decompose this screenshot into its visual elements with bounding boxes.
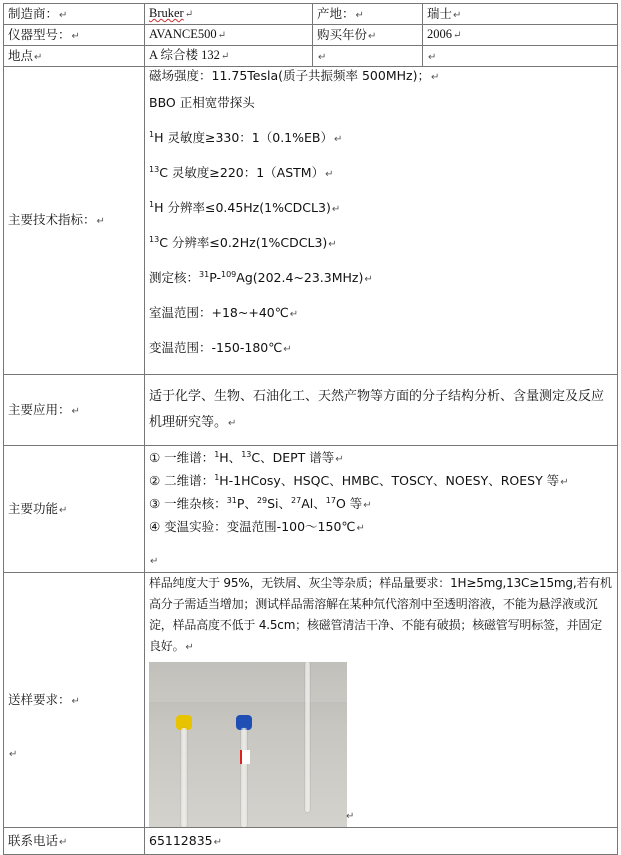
row-specs — [4, 67, 618, 375]
paragraph-mark-icon: ↵ — [335, 454, 344, 465]
paragraph-mark-icon: ↵ — [59, 9, 68, 21]
origin-label-cell — [313, 4, 423, 25]
maker-label-cell — [4, 4, 145, 25]
paragraph-mark-icon: ↵ — [71, 695, 80, 707]
spec-text: $^1$H 分辨率≤0.45Hz(1%CDCL3) — [149, 199, 331, 215]
row-functions — [4, 446, 618, 573]
nmr-tube-left — [181, 728, 187, 827]
spec-1h-sensitivity — [149, 129, 613, 164]
paragraph-mark-icon: ↵ — [228, 417, 237, 429]
maker-value: Bruker — [149, 6, 184, 20]
function-empty-line — [149, 548, 613, 571]
paragraph-mark-icon: ↵ — [96, 216, 105, 227]
paragraph-mark-icon: ↵ — [71, 405, 80, 417]
year-value-cell — [423, 25, 618, 46]
year-label-cell — [313, 25, 423, 46]
function-text: ① 一维谱：$^1$H、$^{13}$C、DEPT 谱等 — [149, 449, 335, 465]
paragraph-mark-icon: ↵ — [213, 836, 223, 848]
sample-requirements: 样品纯度大于 95%，无铁屑、灰尘等杂质；样品量要求：1H≥5mg,13C≥15mg,若有机高分子需适当增加；测试样品需溶解在某种氘代溶剂中至透明溶液，不能为悬浮液或沉淀，样品高度不低于 4.5cm；核磁管清洁干净、不能有破损；核磁管写明标签，并固定良好。 — [149, 576, 612, 653]
paragraph-mark-icon: ↵ — [356, 523, 365, 534]
maker-label: 制造商： — [8, 5, 59, 21]
spec-text: 磁场强度：11.75Tesla(质子共振频率 500MHz)； — [149, 68, 430, 83]
spec-text: 室温范围：+18~+40℃ — [149, 305, 289, 320]
origin-value-cell — [423, 4, 618, 25]
function-heteronuclear — [149, 492, 613, 515]
paragraph-mark-icon: ↵ — [363, 500, 372, 511]
row-contact — [4, 828, 618, 855]
paragraph-mark-icon: ↵ — [71, 30, 80, 42]
spec-text: 测定核：$^{31}$P-$^{109}$Ag(202.4~23.3MHz) — [149, 269, 364, 285]
location-empty-cell-1 — [313, 46, 423, 67]
spec-room-temp — [149, 304, 613, 339]
year-label: 购买年份 — [317, 26, 368, 42]
instrument-info-table — [3, 3, 618, 855]
row-model — [4, 25, 618, 46]
paragraph-mark-icon: ↵ — [453, 30, 462, 41]
spec-text: 变温范围：-150-180℃ — [149, 340, 283, 355]
spec-text: BBO 正相宽带探头 — [149, 95, 255, 110]
paragraph-mark-icon: ↵ — [59, 836, 68, 848]
sample-label: 送样要求： — [8, 691, 71, 707]
functions-label: 主要功能 — [8, 500, 59, 516]
paragraph-mark-icon: ↵ — [346, 811, 355, 822]
origin-label: 产地： — [317, 5, 355, 21]
function-text: ④ 变温实验：变温范围-100～150℃ — [149, 519, 356, 534]
paragraph-mark-icon: ↵ — [560, 477, 569, 488]
functions-label-cell — [4, 446, 145, 573]
contact-value-cell — [145, 828, 618, 855]
paragraph-mark-icon: ↵ — [185, 642, 194, 653]
paragraph-mark-icon: ↵ — [355, 9, 364, 21]
specs-label-cell — [4, 67, 145, 375]
spec-variable-temp — [149, 339, 613, 374]
spec-text: $^1$H 灵敏度≥330：1（0.1%EB） — [149, 129, 333, 145]
spec-nuclei — [149, 269, 613, 304]
spec-13c-resolution — [149, 234, 613, 269]
function-variable-temp — [149, 515, 613, 538]
function-text: ② 二维谱：$^1$H-1HCosy、HSQC、HMBC、TOSCY、NOESY、ROESY 等 — [149, 472, 560, 488]
application-label-cell — [4, 375, 145, 446]
paragraph-mark-icon: ↵ — [368, 30, 377, 42]
spec-probe — [149, 94, 613, 129]
paragraph-mark-icon: ↵ — [453, 9, 462, 21]
specs-label: 主要技术指标： — [8, 212, 96, 227]
nmr-tube-right — [305, 662, 310, 812]
sample-label-cell — [4, 573, 145, 828]
paragraph-mark-icon: ↵ — [428, 51, 437, 63]
origin-value: 瑞士 — [427, 5, 453, 21]
function-1d — [149, 446, 613, 469]
paragraph-mark-icon: ↵ — [9, 749, 18, 760]
row-location — [4, 46, 618, 67]
paragraph-mark-icon: ↵ — [150, 556, 159, 567]
spec-field-strength — [149, 67, 613, 94]
location-label: 地点 — [8, 47, 34, 63]
sample-content-cell — [145, 573, 618, 828]
tube-label-sticker — [240, 750, 250, 764]
contact-label-cell — [4, 828, 145, 855]
nmr-tubes-photo — [149, 662, 347, 827]
model-value-cell — [145, 25, 313, 46]
spec-1h-resolution — [149, 199, 613, 234]
contact-label: 联系电话 — [8, 832, 59, 848]
functions-content-cell — [145, 446, 618, 573]
paragraph-mark-icon: ↵ — [283, 344, 292, 355]
location-value: A 综合楼 132 — [149, 48, 220, 62]
year-value: 2006 — [427, 27, 452, 41]
location-empty-cell-2 — [423, 46, 618, 67]
specs-content-cell — [145, 67, 618, 375]
spec-13c-sensitivity — [149, 164, 613, 199]
paragraph-mark-icon: ↵ — [331, 204, 341, 215]
nmr-tube-middle — [241, 728, 247, 827]
application-content-cell — [145, 375, 618, 446]
paragraph-mark-icon: ↵ — [318, 51, 327, 63]
maker-value-cell — [145, 4, 313, 25]
model-label-cell — [4, 25, 145, 46]
row-application — [4, 375, 618, 446]
contact-phone: 65112835 — [149, 832, 213, 848]
row-sample — [4, 573, 618, 828]
function-text: ③ 一维杂核：$^{31}$P、$^{29}$Si、$^{27}$Al、$^{17}$O 等 — [149, 495, 363, 511]
model-value: AVANCE500 — [149, 27, 217, 41]
spec-text: $^{13}$C 分辨率≤0.2Hz(1%CDCL3) — [149, 234, 328, 250]
spec-text: $^{13}$C 灵敏度≥220：1（ASTM） — [149, 164, 325, 180]
paragraph-mark-icon: ↵ — [184, 9, 194, 20]
paragraph-mark-icon: ↵ — [333, 134, 343, 145]
paragraph-mark-icon: ↵ — [34, 51, 43, 63]
paragraph-mark-icon: ↵ — [430, 72, 440, 83]
paragraph-mark-icon: ↵ — [59, 504, 68, 516]
row-maker — [4, 4, 618, 25]
location-label-cell — [4, 46, 145, 67]
application-label: 主要应用： — [8, 401, 71, 417]
paragraph-mark-icon: ↵ — [220, 51, 230, 62]
paragraph-mark-icon: ↵ — [328, 239, 337, 250]
paragraph-mark-icon: ↵ — [217, 30, 226, 41]
application-text: 适于化学、生物、石油化工、天然产物等方面的分子结构分析、含量测定及反应机理研究等。 — [149, 388, 605, 430]
paragraph-mark-icon: ↵ — [364, 274, 373, 285]
location-value-cell — [145, 46, 313, 67]
function-2d — [149, 469, 613, 492]
model-label: 仪器型号： — [8, 26, 71, 42]
paragraph-mark-icon: ↵ — [325, 169, 334, 180]
paragraph-mark-icon: ↵ — [289, 309, 299, 320]
